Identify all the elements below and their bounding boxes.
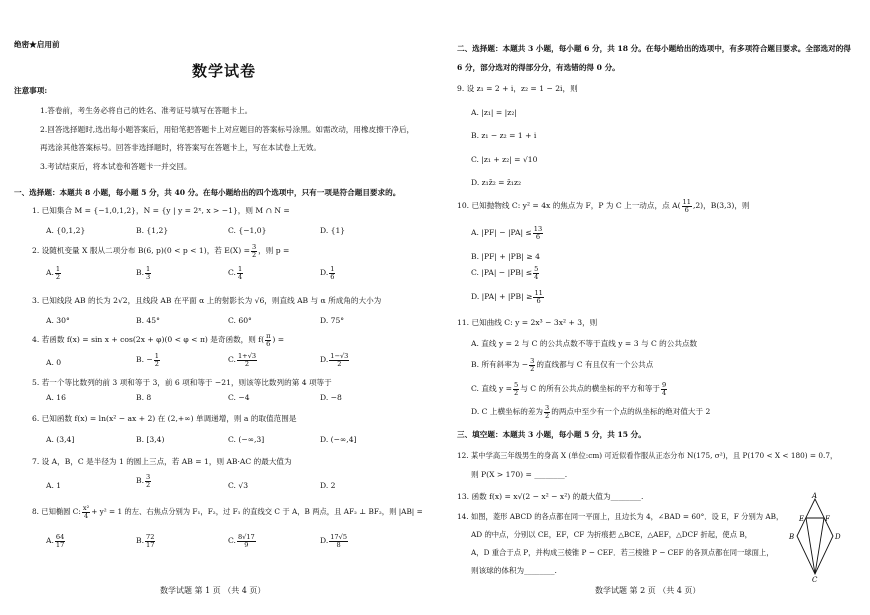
label-c: C <box>812 576 818 582</box>
q14-line3: A，D 重合于点 P，并构成三棱锥 P − CEF．若三棱锥 P − CEF 的各顶点都在同一球面上， <box>471 548 774 557</box>
q14-line2: AD 的中点，分别以 CE，EF，CF 为折痕把 △BCE，△AEF，△DCF 折起，使点 B， <box>471 530 752 539</box>
q9-option-d: D. z₁z̄₂ = z̄₁z₂ <box>471 178 522 187</box>
footer-left: 数学试题 第 1 页 （共 4 页） <box>160 586 266 595</box>
q10-stem: 10. 已知抛物线 C: y² = 4x 的焦点为 F，P 为 C 上一动点，点 A( $\frac{11}{6}$ ,2)，B(3,3)，则 <box>457 198 750 214</box>
section3-heading: 三、填空题：本题共 3 小题，每小题 5 分，共 15 分。 <box>457 430 646 439</box>
q1-option-d: D. {1} <box>320 226 346 235</box>
page-title: 数学试卷 <box>192 62 257 80</box>
q11-stem: 11. 已知曲线 C: y = 2x³ − 3x² + 3，则 <box>457 318 598 327</box>
q2-tail: ，则 p = <box>258 246 290 256</box>
q2-option-a: A. $\frac{1}{2}$ <box>46 265 61 281</box>
q2-text: 设随机变量 X 服从二项分布 B(6, p)(0 < p < 1)，若 E(X) = <box>41 246 250 256</box>
q9-stem: 9. 设 z₁ = 2 + i，z₂ = 1 − 2i，则 <box>457 84 578 93</box>
q5-stem: 5. 若一个等比数列的前 3 项和等于 3，前 6 项和等于 −21，则该等比数列的第 4 项等于 <box>32 378 332 387</box>
q5-option-b: B. 8 <box>136 393 152 402</box>
q8-option-b: B. $\frac{72}{17}$ <box>136 533 155 549</box>
q11-option-d: D. C 上横坐标的差为 $\frac{3}{2}$ 的两点中至少有一个点的纵坐标的绝对值大于 2 <box>471 404 711 420</box>
q2-fraction: $\frac{3}{2}$ <box>251 243 257 259</box>
q11-option-a: A. 直线 y = 2 与 C 的公共点数不等于直线 y = 3 与 C 的公共点数 <box>471 339 698 348</box>
q14-line4: 则该球的体积为________. <box>471 566 557 575</box>
q6-option-a: A. (3,4] <box>46 435 75 444</box>
q7-option-c: C. √3 <box>228 481 249 490</box>
q3-stem: 3. 已知线段 AB 的长为 2√2，且线段 AB 在平面 α 上的射影长为 √6，则直线 AB 与 α 所成角的大小为 <box>32 296 382 305</box>
footer-right: 数学试题 第 2 页 （共 4 页） <box>595 586 701 595</box>
q4-option-d: D. $\frac{1-√3}{2}$ <box>320 352 349 368</box>
q6-stem: 6. 已知函数 f(x) = ln(x² − ax + 2) 在 (2,+∞) 单调递增，则 a 的取值范围是 <box>32 414 297 423</box>
q7-option-d: D. 2 <box>320 481 336 490</box>
q2-option-c: C. $\frac{1}{4}$ <box>228 265 243 281</box>
q10-option-b: B. |PF| + |PB| ≥ 4 <box>471 252 540 261</box>
q1-stem <box>32 206 290 215</box>
q12-line2: 则 P(X > 170) = ________. <box>471 470 568 479</box>
label-e: E <box>799 515 805 523</box>
q4-option-a: A. 0 <box>46 358 62 367</box>
section2-heading: 二、选择题：本题共 3 小题，每小题 6 分，共 18 分。在每小题给出的选项中，有多项符合题目要求。全部选对的得 <box>457 44 851 53</box>
q5-option-d: D. −8 <box>320 393 342 402</box>
q2-option-d: D. $\frac{1}{6}$ <box>320 265 335 281</box>
q9-option-c: C. |z₁ + z₂| = √10 <box>471 155 538 164</box>
note-2: 2.回答选择题时,选出每小题答案后，用铅笔把答题卡上对应题目的答案标号涂黑。如需改动，用橡皮擦干净后， <box>40 125 415 134</box>
q13-stem: 13. 函数 f(x) = x√(2 − x² − x²) 的最大值为________. <box>457 492 644 501</box>
label-f: F <box>825 515 830 523</box>
q2-stem <box>32 244 289 258</box>
q10-option-c: C. |PA| − |PB| ≤ $\frac{5}{4}$ <box>471 265 539 281</box>
q8-option-d: D. $\frac{17√5}{8}$ <box>320 533 348 549</box>
q8-stem: 8. 已知椭圆 C: $\frac{\text{x²}}{4}$ + y² = 1 的左、右焦点分别为 F₁，F₂，过 F₁ 的直线交 C 于 A，B 两点，且 AF₂ ⊥ BF₂，则 |AB| = <box>32 504 423 520</box>
q1-option-a: A. {0,1,2} <box>46 226 86 235</box>
q1-option-c: C. {−1,0} <box>228 226 267 235</box>
section1-heading: 一、选择题：本题共 8 小题，每小题 5 分，共 40 分。在每小题给出的四个选项中，只有一项是符合题目要求的。 <box>14 188 401 197</box>
q2-number: 2. <box>32 246 40 256</box>
q7-stem: 7. 设 A，B，C 是半径为 1 的圆上三点，若 AB = 1，则 AB·AC 的最大值为 <box>32 457 292 466</box>
section2-heading-cont: 6 分，部分选对的得部分分，有选错的得 0 分。 <box>457 63 620 72</box>
q11-option-b: B. 所有斜率为 − $\frac{3}{2}$ 的直线都与 C 有且仅有一个公共点 <box>471 357 654 373</box>
q4-option-b: B. − $\frac{1}{2}$ <box>136 352 159 368</box>
q7-option-a: A. 1 <box>46 481 62 490</box>
q3-option-d: D. 75° <box>320 316 345 325</box>
q8-option-c: C. $\frac{8√17}{9}$ <box>228 533 255 549</box>
q3-option-a: A. 30° <box>46 316 70 325</box>
q4-stem: 4. 若函数 f(x) = sin x + cos(2x + φ)(0 < φ < π) 是奇函数，则 f( $\frac{\pi}{6}$ ) = <box>32 332 285 348</box>
q7-option-b: B. $\frac{3}{2}$ <box>136 473 151 489</box>
q9-option-b: B. z₁ − z₂ = 1 + i <box>471 131 537 140</box>
q6-option-d: D. (−∞,4] <box>320 435 357 444</box>
q6-option-c: C. (−∞,3] <box>228 435 265 444</box>
q12-line1: 12. 某中学高三年级男生的身高 X (单位:cm) 可近似看作服从正态分布 N(175, σ²)，且 P(170 < X < 180) = 0.7， <box>457 451 838 460</box>
q14-line1: 14. 如图，菱形 ABCD 的各点都在同一平面上，且边长为 4，∠BAD = 60°．设 E，F 分别为 AB， <box>457 512 784 521</box>
q6-option-b: B. [3,4) <box>136 435 165 444</box>
segment-ec <box>806 518 815 574</box>
q3-option-b: B. 45° <box>136 316 160 325</box>
q1-number: 1. <box>32 206 40 215</box>
q1-text: 已知集合 M = {−1,0,1,2}，N = {y | y = 2ˣ, x > −1}，则 M ∩ N = <box>41 206 290 215</box>
right-column <box>435 0 870 615</box>
q5-option-c: C. −4 <box>228 393 250 402</box>
q3-option-c: C. 60° <box>228 316 252 325</box>
q5-option-a: A. 16 <box>46 393 66 402</box>
rhombus-outline <box>797 499 833 574</box>
label-d: D <box>835 533 841 541</box>
q11-option-c: C. 直线 y = $\frac{5}{2}$ 与 C 的所有公共点的横坐标的平方和等于 $\frac{9}{4}$ <box>471 381 667 397</box>
notes-heading: 注意事项: <box>14 86 48 95</box>
q9-option-a: A. |z₁| = |z₂| <box>471 108 517 117</box>
note-1: 1.答卷前，考生务必将自己的姓名、准考证号填写在答题卡上。 <box>40 106 253 115</box>
q8-option-a: A. $\frac{64}{17}$ <box>46 533 65 549</box>
label-b: B <box>789 533 795 541</box>
q10-option-d: D. |PA| + |PB| ≥ $\frac{11}{6}$ <box>471 289 543 305</box>
label-a: A <box>812 492 818 500</box>
q1-option-b: B. {1,2} <box>136 226 169 235</box>
note-3: 3.考试结束后，将本试卷和答题卡一并交回。 <box>40 162 192 171</box>
note-2-cont: 再选涂其他答案标号。回答非选择题时，将答案写在答题卡上，写在本试卷上无效。 <box>40 143 321 152</box>
q4-option-c: C. $\frac{1+√3}{2}$ <box>228 352 257 368</box>
q2-option-b: B. $\frac{1}{3}$ <box>136 265 151 281</box>
q10-option-a: A. |PF| − |PA| ≤ $\frac{13}{6}$ <box>471 225 543 241</box>
secret-label: 绝密★启用前 <box>14 40 60 49</box>
rhombus-figure <box>783 492 853 582</box>
segment-fc <box>815 518 824 574</box>
